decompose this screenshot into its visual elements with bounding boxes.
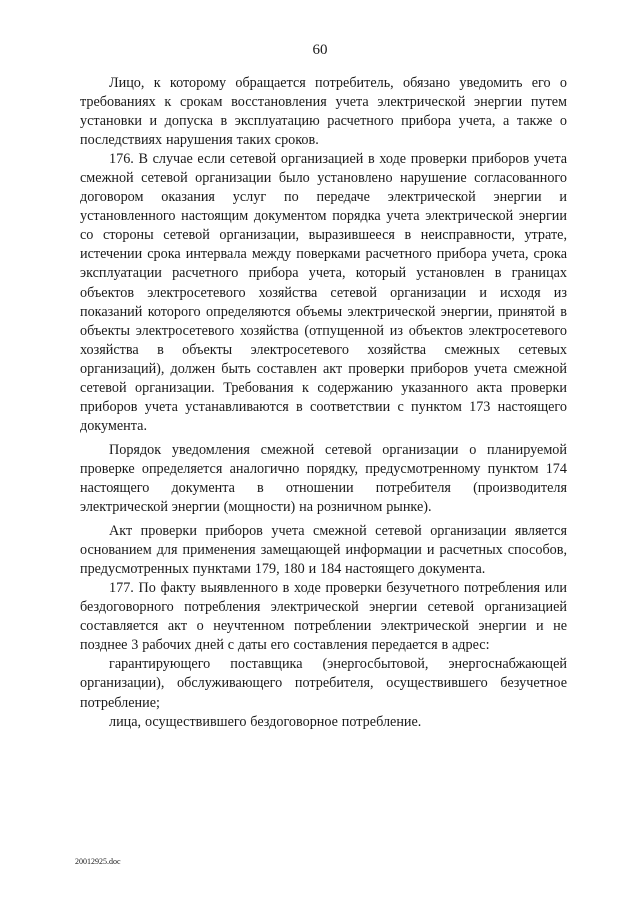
document-body (80, 74, 567, 732)
paragraph-inspection-notice-procedure: Порядок уведомления смежной сетевой организации о планируемой проверке определяется аналогично порядку, предусмотренному пунктом 174 настоящего документа в отношении потребителя (производителя электрической энергии (мощности) на розничном рынке). (80, 441, 567, 516)
paragraph-notification-duty: Лицо, к которому обращается потребитель, обязано уведомить его о требованиях к срокам восстановления учета электрической энергии путем установки и допуска в эксплуатацию расчетного прибора учета, а также о последствиях нарушения таких сроков. (80, 75, 567, 149)
paragraph-clause-176: 176. В случае если сетевой организацией в ходе проверки приборов учета смежной сетевой организации было установлено нарушение согласованного договором оказания услуг по передаче электрической энергии и установленного настоящим документом порядка учета электрической энергии со стороны сетевой организации, выразившееся в неисправности, утрате, истечении срока интервала между поверками расчетного прибора учета, срока эксплуатации расчетного прибора учета, который установлен в границах объектов электросетевого хозяйства сетевой организации и исходя из показаний которого определяются объемы электрической энергии, принятой в объекты электросетевого хозяйства (отпущенной из объектов электросетевого хозяйства в объекты электросетевого хозяйства смежных сетевых организаций), должен быть составлен акт проверки приборов учета смежной сетевой организации. Требования к содержанию указанного акта проверки приборов учета устанавливаются в соответствии с пунктом 173 настоящего документа. (80, 151, 567, 434)
paragraph-recipient-supplier: гарантирующего поставщика (энергосбытовой, энергоснабжающей организации), обслуживающего потребителя, осуществившего безучетное потребление; (80, 656, 567, 711)
paragraph-recipient-person: лица, осуществившего бездоговорное потребление. (109, 713, 422, 730)
paragraph-clause-177: 177. По факту выявленного в ходе проверки безучетного потребления или бездоговорного потребления электрической энергии сетевой организацией составляется акт о неучтенном потреблении электрической энергии и не позднее 3 рабочих дней с даты его составления передается в адрес: (80, 580, 567, 654)
footer-filename: 20012925.doc (75, 857, 121, 866)
paragraph-inspection-act-basis: Акт проверки приборов учета смежной сетевой организации является основанием для применения замещающей информации и расчетных способов, предусмотренных пунктами 179, 180 и 184 настоящего документа. (80, 523, 567, 578)
page-number: 60 (312, 42, 328, 58)
